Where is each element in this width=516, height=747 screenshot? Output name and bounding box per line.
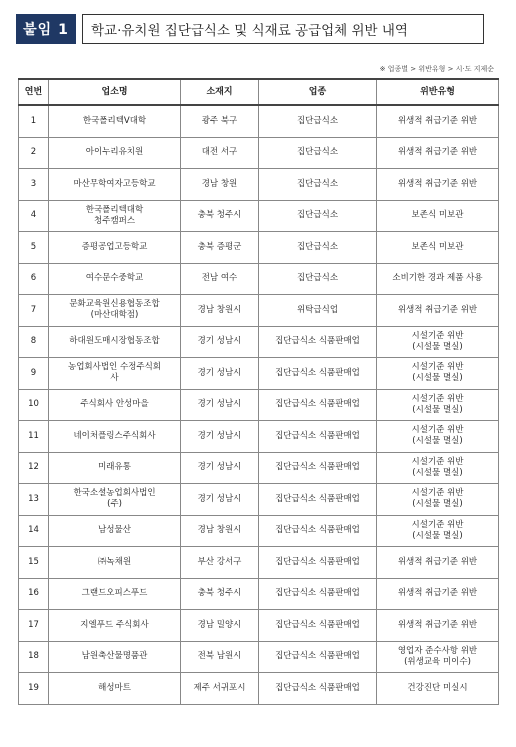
cell-row-number: 11 [19, 421, 49, 453]
table-row [19, 295, 499, 327]
cell-business-name: 문화교육원신용협동조합 (마산대학점) [49, 295, 181, 327]
cell-business-name: 증평공업고등학교 [49, 232, 181, 264]
table-row [19, 610, 499, 642]
cell-location: 광주 북구 [181, 105, 259, 137]
cell-violation-type: 시설기준 위반 (시설물 멸실) [377, 484, 499, 516]
cell-row-number: 3 [19, 169, 49, 201]
cell-violation-type: 시설기준 위반 (시설물 멸실) [377, 421, 499, 453]
cell-business-type: 집단급식소 식품판매업 [259, 421, 377, 453]
cell-violation-type: 소비기한 경과 제품 사용 [377, 263, 499, 295]
cell-row-number: 10 [19, 389, 49, 421]
cell-business-name: ㈜녹채원 [49, 547, 181, 579]
cell-row-number: 13 [19, 484, 49, 516]
cell-business-name: 남원축산물명품관 [49, 641, 181, 673]
cell-violation-type: 시설기준 위반 (시설물 멸실) [377, 326, 499, 358]
table-row [19, 137, 499, 169]
cell-business-name: 지엘푸드 주식회사 [49, 610, 181, 642]
cell-violation-type: 건강진단 미실시 [377, 673, 499, 705]
table-row [19, 389, 499, 421]
cell-location: 전남 여수 [181, 263, 259, 295]
cell-violation-type: 보존식 미보관 [377, 200, 499, 232]
document-title-row [16, 14, 484, 44]
cell-business-type: 집단급식소 식품판매업 [259, 358, 377, 390]
cell-violation-type: 보존식 미보관 [377, 232, 499, 264]
cell-violation-type: 시설기준 위반 (시설물 멸실) [377, 452, 499, 484]
column-header-violation-type: 위반유형 [377, 79, 499, 105]
cell-row-number: 4 [19, 200, 49, 232]
column-header-number: 연번 [19, 79, 49, 105]
cell-business-name: 마산무학여자고등학교 [49, 169, 181, 201]
cell-business-type: 집단급식소 [259, 232, 377, 264]
table-row [19, 232, 499, 264]
cell-row-number: 6 [19, 263, 49, 295]
cell-violation-type: 위생적 취급기준 위반 [377, 137, 499, 169]
cell-violation-type: 위생적 취급기준 위반 [377, 547, 499, 579]
cell-business-name: 하대원도매시장협동조합 [49, 326, 181, 358]
cell-location: 부산 강서구 [181, 547, 259, 579]
table-row [19, 200, 499, 232]
column-header-location: 소재지 [181, 79, 259, 105]
table-row [19, 421, 499, 453]
table-row [19, 169, 499, 201]
column-header-business-type: 업종 [259, 79, 377, 105]
cell-row-number: 12 [19, 452, 49, 484]
cell-business-name: 한국소셜농업회사법인 (주) [49, 484, 181, 516]
cell-location: 경남 창원 [181, 169, 259, 201]
cell-location: 충북 증평군 [181, 232, 259, 264]
cell-violation-type: 위생적 취급기준 위반 [377, 169, 499, 201]
cell-business-name: 미래유통 [49, 452, 181, 484]
cell-business-type: 집단급식소 [259, 105, 377, 137]
cell-business-type: 집단급식소 식품판매업 [259, 389, 377, 421]
table-row [19, 673, 499, 705]
cell-violation-type: 시설기준 위반 (시설물 멸실) [377, 515, 499, 547]
table-row [19, 578, 499, 610]
cell-row-number: 16 [19, 578, 49, 610]
cell-location: 대전 서구 [181, 137, 259, 169]
cell-business-name: 한국폴리텍V대학 [49, 105, 181, 137]
document-title: 학교·유치원 집단급식소 및 식재료 공급업체 위반 내역 [82, 14, 484, 44]
cell-location: 충북 청주시 [181, 578, 259, 610]
cell-location: 경남 창원시 [181, 295, 259, 327]
cell-business-type: 집단급식소 식품판매업 [259, 641, 377, 673]
table-row [19, 484, 499, 516]
cell-location: 경기 성남시 [181, 389, 259, 421]
table-row [19, 105, 499, 137]
cell-row-number: 19 [19, 673, 49, 705]
cell-location: 경남 창원시 [181, 515, 259, 547]
cell-business-type: 위탁급식업 [259, 295, 377, 327]
cell-business-type: 집단급식소 [259, 169, 377, 201]
cell-business-type: 집단급식소 식품판매업 [259, 547, 377, 579]
cell-violation-type: 영업자 준수사항 위반 (위생교육 미이수) [377, 641, 499, 673]
cell-business-name: 농업회사법인 수정주식회 사 [49, 358, 181, 390]
table-row [19, 326, 499, 358]
table-row [19, 547, 499, 579]
cell-business-name: 주식회사 안성마을 [49, 389, 181, 421]
cell-violation-type: 위생적 취급기준 위반 [377, 105, 499, 137]
cell-location: 경남 밀양시 [181, 610, 259, 642]
cell-location: 전북 남원시 [181, 641, 259, 673]
cell-location: 경기 성남시 [181, 421, 259, 453]
cell-location: 경기 성남시 [181, 484, 259, 516]
cell-row-number: 8 [19, 326, 49, 358]
cell-row-number: 15 [19, 547, 49, 579]
cell-row-number: 7 [19, 295, 49, 327]
cell-row-number: 17 [19, 610, 49, 642]
cell-business-name: 아이누리유치원 [49, 137, 181, 169]
cell-business-name: 해성마트 [49, 673, 181, 705]
table-row [19, 641, 499, 673]
cell-row-number: 14 [19, 515, 49, 547]
cell-violation-type: 시설기준 위반 (시설물 멸실) [377, 358, 499, 390]
cell-location: 경기 성남시 [181, 452, 259, 484]
cell-row-number: 18 [19, 641, 49, 673]
violation-table [18, 78, 499, 705]
cell-business-name: 그랜드오피스푸드 [49, 578, 181, 610]
cell-business-type: 집단급식소 [259, 137, 377, 169]
cell-row-number: 2 [19, 137, 49, 169]
cell-business-type: 집단급식소 식품판매업 [259, 326, 377, 358]
cell-violation-type: 위생적 취급기준 위반 [377, 578, 499, 610]
cell-violation-type: 시설기준 위반 (시설물 멸실) [377, 389, 499, 421]
cell-location: 경기 성남시 [181, 358, 259, 390]
cell-business-type: 집단급식소 식품판매업 [259, 610, 377, 642]
cell-business-type: 집단급식소 [259, 263, 377, 295]
cell-business-name: 한국폴리텍대학 청주캠퍼스 [49, 200, 181, 232]
table-header-row [19, 79, 499, 105]
cell-business-type: 집단급식소 식품판매업 [259, 452, 377, 484]
cell-violation-type: 위생적 취급기준 위반 [377, 295, 499, 327]
table-row [19, 452, 499, 484]
cell-business-name: 여수문수중학교 [49, 263, 181, 295]
cell-business-type: 집단급식소 식품판매업 [259, 515, 377, 547]
cell-violation-type: 위생적 취급기준 위반 [377, 610, 499, 642]
cell-business-type: 집단급식소 [259, 200, 377, 232]
cell-location: 제주 서귀포시 [181, 673, 259, 705]
cell-business-name: 남성물산 [49, 515, 181, 547]
cell-row-number: 9 [19, 358, 49, 390]
table-row [19, 515, 499, 547]
table-body [19, 105, 499, 704]
cell-row-number: 5 [19, 232, 49, 264]
cell-location: 경기 성남시 [181, 326, 259, 358]
cell-business-type: 집단급식소 식품판매업 [259, 578, 377, 610]
attachment-badge: 붙임 1 [16, 14, 76, 44]
cell-location: 충북 청주시 [181, 200, 259, 232]
cell-business-type: 집단급식소 식품판매업 [259, 673, 377, 705]
cell-business-type: 집단급식소 식품판매업 [259, 484, 377, 516]
column-header-business-name: 업소명 [49, 79, 181, 105]
table-row [19, 358, 499, 390]
cell-business-name: 네이처플링스주식회사 [49, 421, 181, 453]
sort-order-note: ※ 업종별 > 위반유형 > 시·도 지제순 [379, 65, 494, 73]
table-row [19, 263, 499, 295]
cell-row-number: 1 [19, 105, 49, 137]
